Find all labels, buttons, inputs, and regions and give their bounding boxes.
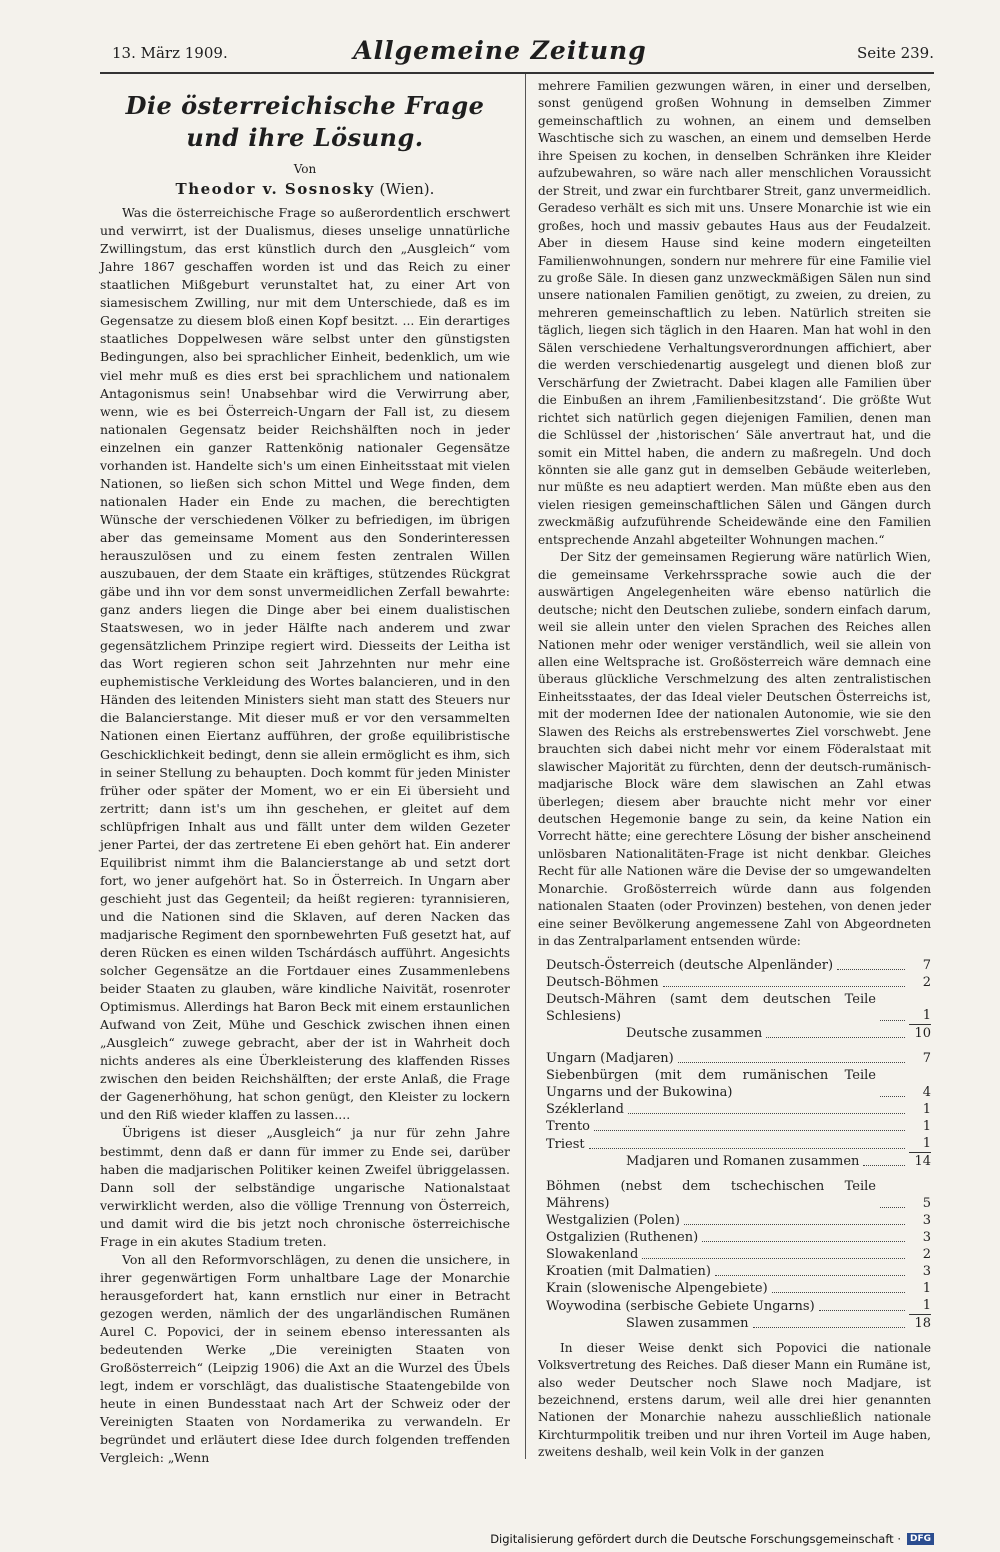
row-label: Kroatien (mit Dalmatien) [546, 1263, 711, 1279]
row-label: Trento [546, 1118, 591, 1134]
footer-text: Digitalisierung gefördert durch die Deutsche Forschungsgemeinschaft · [490, 1532, 901, 1546]
row-label: Triest [546, 1136, 585, 1152]
left-column [100, 80, 510, 1467]
deputies-table [546, 957, 931, 1332]
group-slav [546, 1178, 931, 1315]
row-value: 1 [922, 1118, 931, 1134]
row-value: 1 [909, 1135, 931, 1153]
row-value: 3 [922, 1229, 931, 1245]
paragraph: Von all den Reformvorschlägen, zu denen die unsichere, in ihrer gegenwärtigen Form unhaltbare Lage der Monarchie herausgefordert hat, kann ernstlich nur einer in Betracht gezogen werden, nämlich der des ungarländischen Rumänen Aurel C. Popovici, der in seinem ebenso interessanten als bedeutenden Werke „Die vereinigten Staaten von Großösterreich“ (Leipzig 1906) die Axt an die Wurzel des Übels legt, indem er vorschlägt, das dualistische Staatengebilde von heute in einen Bundesstaat nach Art der Schweiz oder der Vereinigten Staaten von Nordamerika zu verwandeln. Er begründet und erläutert diese Idee durch folgenden treffenden Vergleich: „Wenn [100, 1251, 510, 1466]
dfg-logo-icon: DFG [907, 1533, 934, 1545]
table-total-row [546, 1315, 931, 1332]
footer-credit [490, 1532, 934, 1546]
group-magyar [546, 1050, 931, 1153]
right-column [538, 78, 931, 1462]
row-value: 2 [922, 974, 931, 990]
row-label: Deutsch-Böhmen [546, 974, 659, 990]
article-author [100, 180, 510, 198]
table-row [546, 1178, 931, 1212]
paragraph: Was die österreichische Frage so außerordentlich erschwert und verwirrt, ist der Dualismus, dieses unselige unnatürliche Zwillingstum, das erst künstlich durch den „Ausgleich“ vom Jahre 1867 geschaffen worden ist und das Reich zu einer staatlichen Mißgeburt verunstaltet hat, zu einer Art von siamesischem Zwilling, nur mit dem Unterschiede, daß es im Gegensatze zu diesem bloß einen Kopf besitzt. ... Ein derartiges staatliches Doppelwesen wäre selbst unter den günstigsten Bedingungen, also bei sprachlicher Einheit, bedenklich, um wie viel mehr muß es dies erst bei sprachlichem und nationalem Antagonismus sein! Unabsehbar wird die Verwirrung aber, wenn, wie es bei Österreich-Ungarn der Fall ist, zu diesem nationalen Gegensatz beider Reichshälften noch in jeder einzelnen ein ganzer Rattenkönig nationaler Gegensätze vorhanden ist. Handelte sich's um einen Einheitsstaat mit vielen Nationen, so ließen sich schon Mittel und Wege finden, dem nationalen Hader ein Ende zu machen, die berechtigten Wünsche der verschiedenen Völker zu befriedigen, im übrigen aber das gemeinsame Moment aus den Sonderinteressen herauszulösen und zu einem festen zentralen Willen auszubauen, der dem Staate ein kräftiges, stützendes Rückgrat gäbe und ihn vor dem sonst unvermeidlichen Zerfall bewahrte: ganz anders liegen die Dinge aber bei einem dualistischen Staatswesen, wo in jeder Hälfte nach anderem und zwar gegensätzlichem Prinzipe regiert wird. Diesseits der Leitha ist das Wort regieren schon seit Jahrzehnten nur mehr eine euphemistische Verkleidung des Wortes balancieren, und in den Händen des leitenden Ministers sieht man statt des Steuers nur die Balancierstange. Mit dieser muß er vor den versammelten Nationen einen Eiertanz aufführen, der große equilibristische Geschicklichkeit bedingt, denn sie allein ermöglicht es ihm, sich in seiner Stellung zu behaupten. Doch kommt für jeden Minister früher oder später der Moment, wo er ein Ei übersieht und zertritt; dann ist's um ihn geschehen, er gleitet auf dem schlüpfrigen Inhalt aus und fällt unter dem wilden Gezeter jener Partei, der das zertretene Ei eben gehört hat. Ein anderer Equilibrist nimmt ihm die Balancierstange ab und setzt dort fort, wo jener aufgehört hat. So in Österreich. In Ungarn aber geschieht just das Gegenteil; da heißt regieren: tyrannisieren, und die Nationen sind die Sklaven, auf deren Nacken das madjarische Regiment den spornbewehrten Fuß gesetzt hat, auf deren Rücken es einen wilden Tschárdásch aufführt. Angesichts solcher Gegensätze an die Fortdauer eines Zusammenlebens beider Staaten zu glauben, wäre kindliche Naivität, rosenroter Optimismus. Allerdings hat Baron Beck mit einem erstaunlichen Aufwand von Zeit, Mühe und Geschick zwischen ihnen einen „Ausgleich“ zuwege gebracht, aber der ist in Wahrheit doch nichts anderes als eine Überkleisterung des klaffenden Risses zwischen den beiden Reichshälften; der erste Anlaß, die Frage der Gagenerhöhung, hat schon genügt, den Kleister zu lockern und den Riß wieder klaffen zu lassen.... [100, 205, 510, 1123]
group-german [546, 957, 931, 1025]
author-place: (Wien). [379, 180, 435, 199]
table-row [546, 1101, 931, 1118]
row-label: Slowakenland [546, 1246, 639, 1262]
table-row [546, 1297, 931, 1315]
table-row [546, 1135, 931, 1153]
row-value: 3 [922, 1263, 931, 1279]
table-row [546, 1212, 931, 1229]
page-number: Seite 239. [856, 44, 934, 62]
newspaper-masthead: Allgemeine Zeitung [353, 36, 647, 65]
row-value: 4 [922, 1084, 931, 1100]
paragraph: Übrigens ist dieser „Ausgleich“ ja nur für zehn Jahre bestimmt, denn daß er dann für immer zu Ende sei, darüber haben die madjarischen Politiker keinen Zweifel übriggelassen. Dann soll der selbständige ungarische Nationalstaat verwirklicht werden, also die völlige Trennung von Österreich, und damit wird die bis jetzt noch chronische österreichische Frage in ein akutes Stadium treten. [100, 1125, 510, 1249]
total-label: Madjaren und Romanen zusammen [626, 1153, 860, 1169]
total-value: 18 [914, 1315, 931, 1331]
article-by: Von [293, 162, 317, 176]
table-row [546, 1280, 931, 1297]
row-label: Széklerland [546, 1101, 624, 1117]
table-total-row [546, 1153, 931, 1170]
row-label: Deutsch-Österreich (deutsche Alpenländer) [546, 957, 834, 973]
table-row [546, 1229, 931, 1246]
row-value: 1 [922, 1280, 931, 1296]
row-label: Woywodina (serbische Gebiete Ungarns) [546, 1298, 815, 1314]
header-rule [100, 72, 934, 74]
row-value: 1 [922, 1101, 931, 1117]
row-label: Siebenbürgen (mit dem rumänischen Teile Ungarns und der Bukowina) [546, 1067, 876, 1100]
row-label: Böhmen (nebst dem tschechischen Teile Mährens) [546, 1178, 876, 1211]
row-value: 5 [922, 1195, 931, 1211]
column-divider [525, 74, 526, 1459]
paragraph: Der Sitz der gemeinsamen Regierung wäre natürlich Wien, die gemeinsame Verkehrssprache sowie auch die der auswärtigen Angelegenheiten wäre ebenso natürlich die deutsche; nicht den Deutschen zuliebe, sondern einfach darum, weil sie allein unter den vielen Sprachen des Reiches allen Nationen mehr oder weniger verständlich, weil sie allein von allen eine Weltsprache ist. Großösterreich wäre demnach eine überaus glückliche Verschmelzung des alten zentralistischen Einheitsstaates, der das Ideal vieler Deutschen Österreichs ist, mit der modernen Idee der nationalen Autonomie, wie sie den Slawen des Reichs als erstrebenswertes Ziel vorschwebt. Jene brauchten sich dabei nicht mehr vor einem Föderalstaat mit slawischer Majorität zu fürchten, denn der deutsch-rumänisch-madjarische Block wäre dem slawischen an Zahl etwas überlegen; diesem aber brauchte nicht mehr vor einer deutschen Hegemonie bange zu sein, da keine Nation ein Vorrecht hätte; eine gerechtere Lösung der bisher anscheinend unlösbaren Nationalitäten-Frage ist nicht denkbar. Gleiches Recht für alle Nationen wäre die Devise der so umgewandelten Monarchie. Großösterreich würde dann aus folgenden nationalen Staaten (oder Provinzen) bestehen, von denen jeder eine seiner Bevölkerung angemessene Zahl von Abgeordneten in das Zentralparlament entsenden würde: [538, 550, 931, 949]
paragraph: mehrere Familien gezwungen wären, in einer und derselben, sonst genügend großen Wohnung in demselben Zimmer gemeinschaftlich zu wohnen, an einem und demselben Waschtische sich zu waschen, an einem und demselben Herde ihre Speisen zu kochen, in denselben Schränken ihre Kleider aufzubewahren, so wäre nach aller menschlichen Voraussicht der Streit, und zwar ein furchtbarer Streit, ganz unvermeidlich. Geradeso verhält es sich mit uns. Unsere Monarchie ist wie ein großes, hoch und massiv gebautes Haus aus der Feudalzeit. Aber in diesem Hause sind keine modern eingeteilten Familienwohnungen, sondern nur mehrere für eine Familie viel zu große Säle. In diesen ganz unzweckmäßigen Sälen nun sind unsere nationalen Familien genötigt, zu zweien, zu dreien, zu mehreren gemeinschaftlich zu leben. Natürlich streiten sie täglich, liegen sich täglich in den Haaren. Man hat wohl in den Sälen verschiedene Verhaltungsverordnungen affichiert, aber die werden verschiedenartig ausgelegt und dienen bloß zur Verschärfung der Zwietracht. Dabei klagen alle Familien über die Einbußen an ihrem ‚Familienbesitzstand‘. Die größte Wut richtet sich natürlich gegen diejenigen Familien, denen man die Schlüssel der ‚historischen‘ Säle anvertraut hat, und die somit ein Mittel haben, die andern zu maßregeln. Und doch könnten sie alle ganz gut in demselben Gebäude weiterleben, nur müßte es neu adaptiert werden. Man müßte eben aus den vielen riesigen gemeinschaftlichen Sälen und Gängen durch zweckmäßig aufzuführende Scheidewände eine den Familien entsprechende Anzahl abgeteilter Wohnungen machen.“ [538, 79, 931, 547]
row-label: Ungarn (Madjaren) [546, 1050, 674, 1066]
row-label: Deutsch-Mähren (samt dem deutschen Teile Schlesiens) [546, 991, 876, 1024]
table-row [546, 1263, 931, 1280]
row-value: 7 [922, 957, 931, 973]
table-total-row [546, 1025, 931, 1042]
paragraph: In dieser Weise denkt sich Popovici die nationale Volksvertretung des Reiches. Daß dieser Mann ein Rumäne ist, also weder Deutscher noch Slawe noch Madjare, ist bezeichnend, erstens darum, weil alle drei hier genannten Nationen der Monarchie nahezu ausschließlich nationale Kirchturmpolitik treiben und nur ihren Vorteil im Auge haben, zweitens deshalb, weil kein Volk in der ganzen [538, 1340, 931, 1460]
row-label: Westgalizien (Polen) [546, 1212, 680, 1228]
table-row [546, 1118, 931, 1135]
row-label: Krain (slowenische Alpengebiete) [546, 1280, 768, 1296]
row-value: 1 [909, 1007, 931, 1025]
row-label: Ostgalizien (Ruthenen) [546, 1229, 699, 1245]
total-value: 14 [914, 1153, 931, 1169]
article-title: Die österreichische Frage und ihre Lösung. [125, 91, 485, 152]
total-value: 10 [914, 1025, 931, 1041]
table-row [546, 1050, 931, 1067]
table-row [546, 957, 931, 974]
total-label: Slawen zusammen [626, 1315, 749, 1331]
author-name: Theodor v. Sosnosky [175, 180, 375, 199]
table-row [546, 1246, 931, 1263]
table-row [546, 1067, 931, 1101]
row-value: 2 [922, 1246, 931, 1262]
issue-date: 13. März 1909. [112, 44, 228, 62]
table-row [546, 991, 931, 1025]
total-label: Deutsche zusammen [626, 1025, 763, 1041]
table-row [546, 974, 931, 991]
row-value: 7 [922, 1050, 931, 1066]
row-value: 3 [922, 1212, 931, 1228]
row-value: 1 [909, 1297, 931, 1315]
